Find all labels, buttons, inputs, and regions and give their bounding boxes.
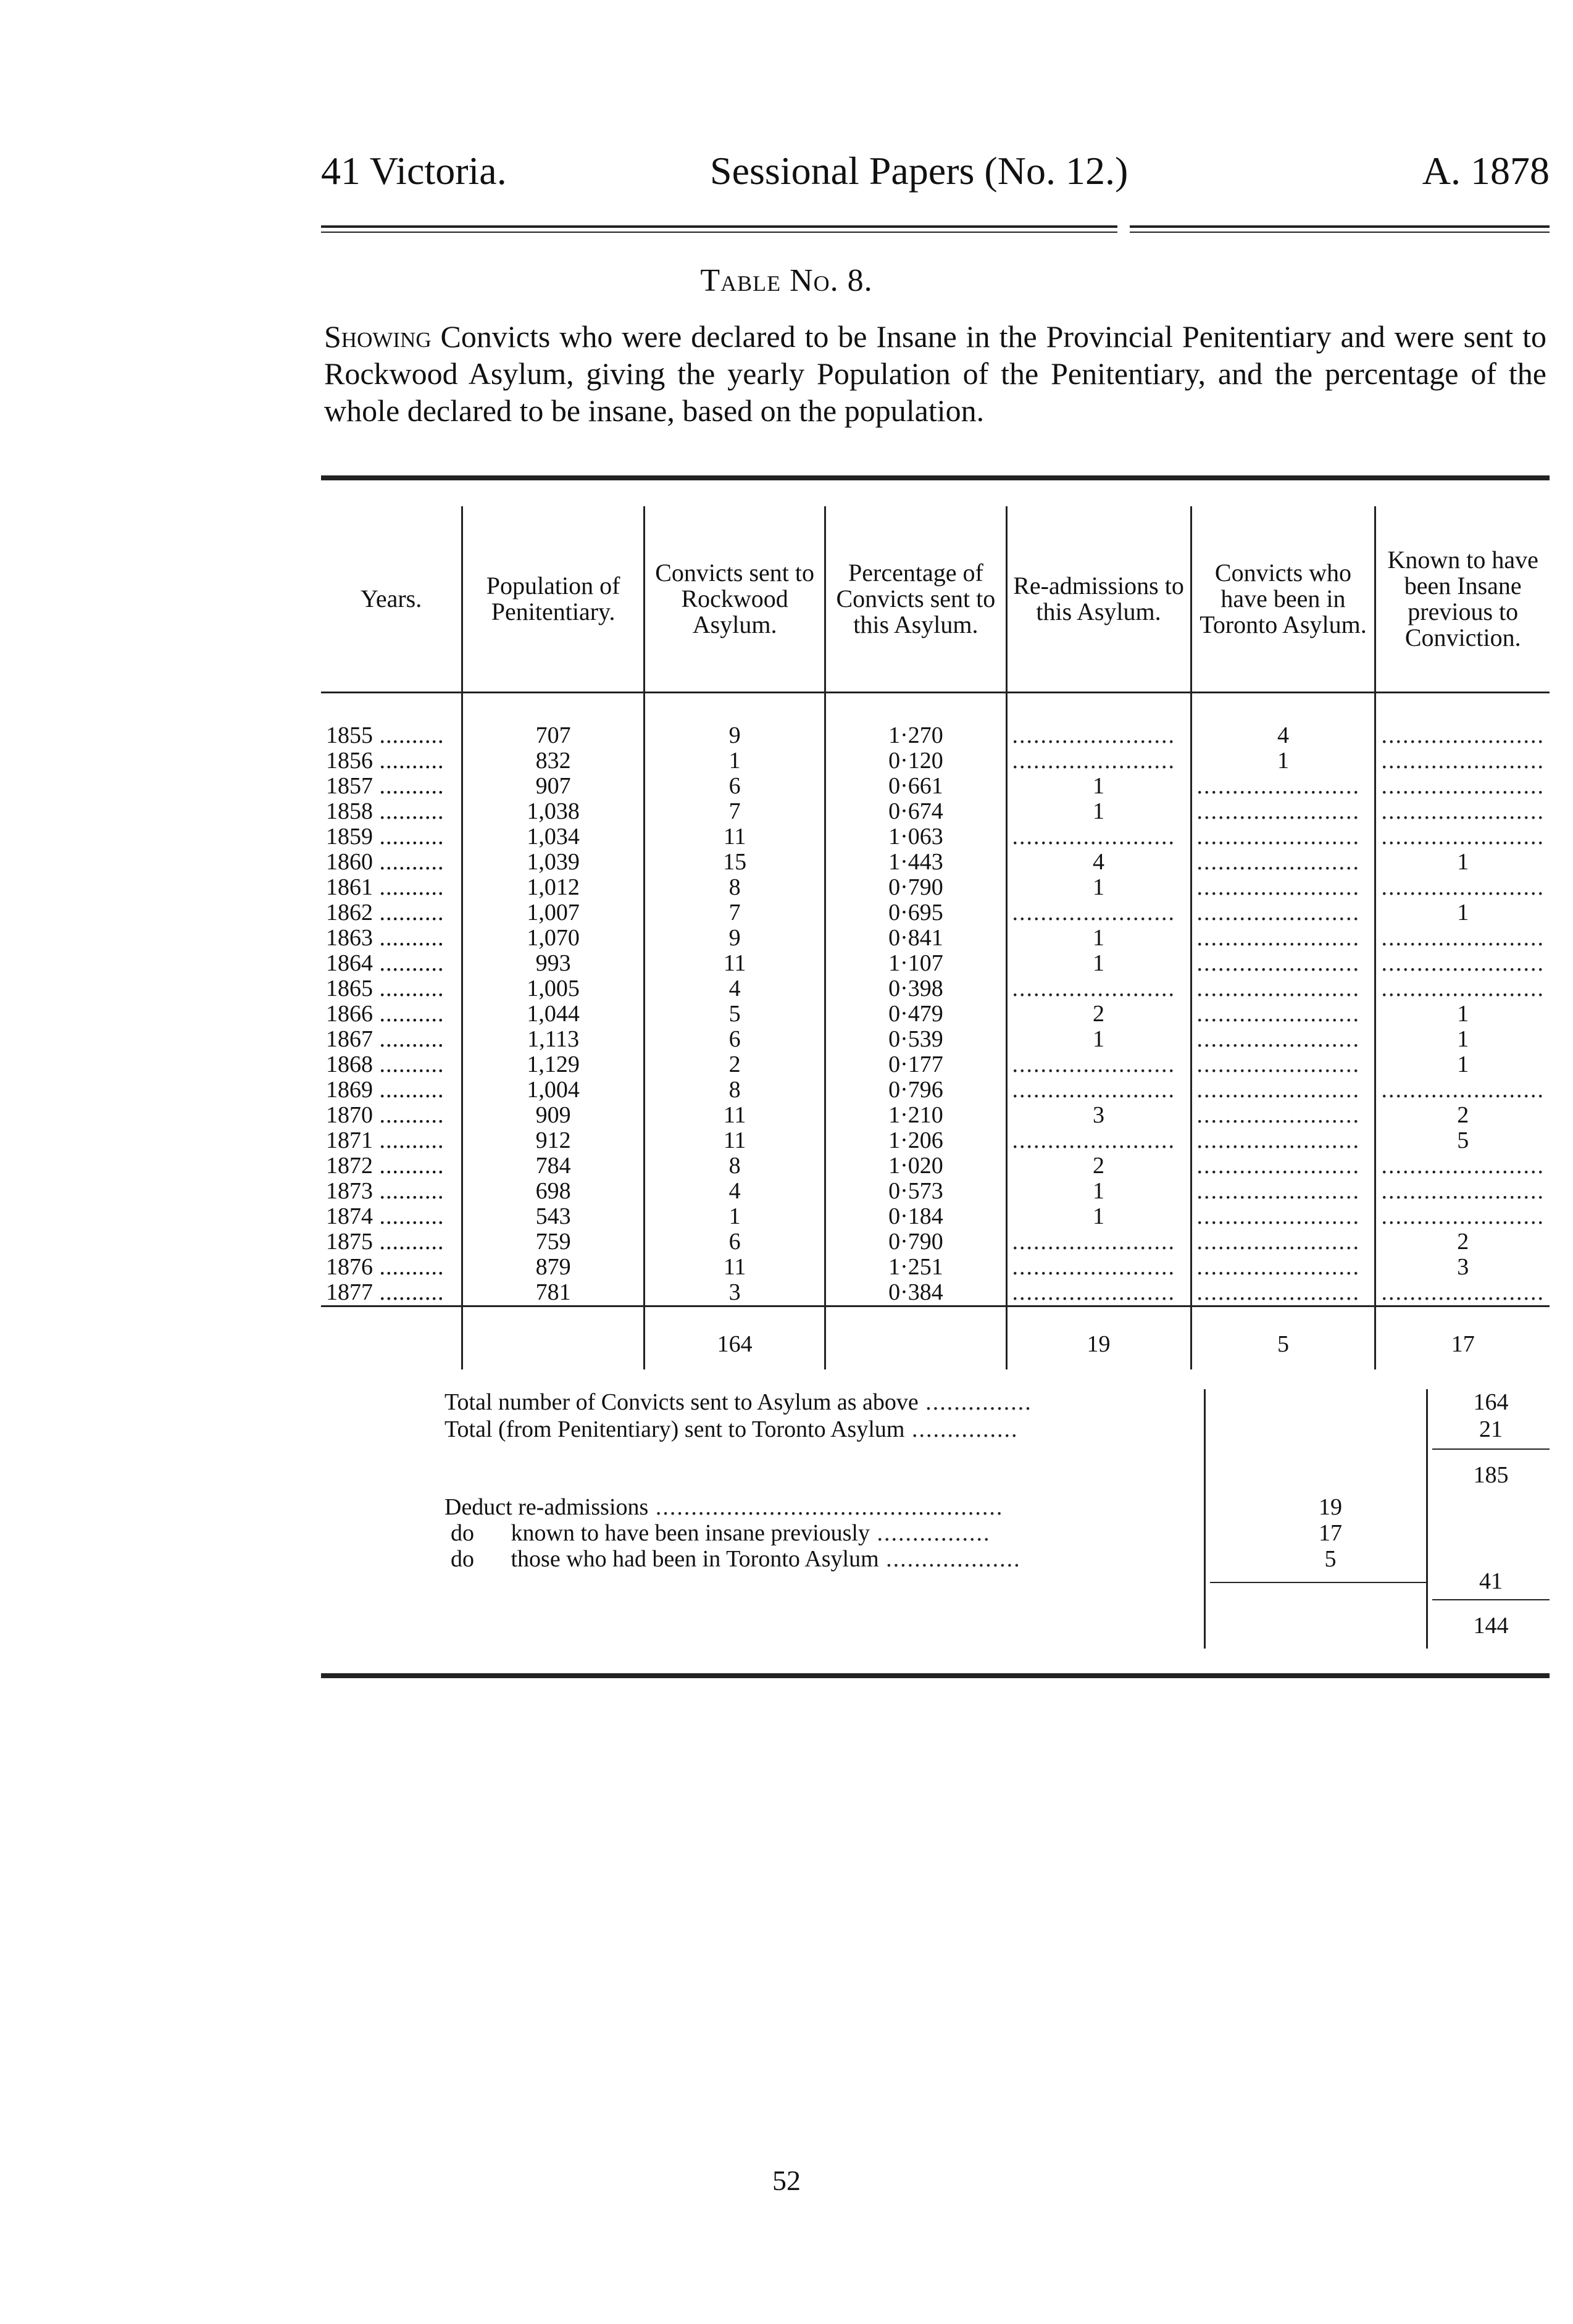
row-percentage: 1·443 — [825, 850, 1006, 875]
row-sent: 4 — [645, 976, 825, 1001]
row-percentage: 0·539 — [825, 1027, 1006, 1052]
row-toronto: ....................... — [1191, 1229, 1375, 1255]
table-top-rule — [321, 475, 1550, 480]
row-percentage: 1·206 — [825, 1128, 1006, 1153]
row-known: 2 — [1375, 1229, 1550, 1255]
row-population: 1,007 — [462, 900, 645, 926]
row-known: ....................... — [1375, 799, 1550, 824]
deduct-line-3: do those who had been in Toronto Asylum ................... — [451, 1546, 1021, 1572]
deduct-line-1-value: 19 — [1319, 1494, 1342, 1520]
totals-spacer — [825, 1306, 1006, 1370]
row-population: 907 — [462, 774, 645, 799]
table-row — [321, 1027, 1550, 1052]
row-percentage: 0·184 — [825, 1204, 1006, 1229]
deduct-rule — [1210, 1582, 1426, 1583]
row-percentage: 0·479 — [825, 1001, 1006, 1027]
row-population: 909 — [462, 1103, 645, 1128]
total-readmissions: 19 — [1006, 1306, 1191, 1370]
row-toronto: ....................... — [1191, 1179, 1375, 1204]
row-readmissions: ....................... — [1006, 1280, 1191, 1306]
row-readmissions: 1 — [1006, 774, 1191, 799]
description-text: Convicts who were declared to be Insane in the Provincial Penitentiary and were sent to Rockwood Asylum, giving the yearly Population of the Penitentiary, and the percentage of the whole declared to be insane, based on the population. — [324, 319, 1546, 428]
row-sent: 9 — [645, 693, 825, 749]
table-row — [321, 976, 1550, 1001]
row-toronto: ....................... — [1191, 1128, 1375, 1153]
row-year: 1877 ..... — [321, 1280, 462, 1306]
summary-line-2: Total (from Penitentiary) sent to Toronto Asylum ............... — [444, 1416, 1019, 1442]
row-percentage: 0·573 — [825, 1179, 1006, 1204]
running-header — [321, 148, 1550, 198]
row-toronto: ....................... — [1191, 1103, 1375, 1128]
row-year: 1875 ..... — [321, 1229, 462, 1255]
row-sent: 11 — [645, 951, 825, 976]
row-sent: 3 — [645, 1280, 825, 1306]
header-rule-right-inner — [1130, 232, 1550, 233]
row-population: 1,113 — [462, 1027, 645, 1052]
header-year: A. 1878 — [1422, 149, 1550, 193]
row-readmissions: ....................... — [1006, 1255, 1191, 1280]
row-known: ....................... — [1375, 1204, 1550, 1229]
header-session: 41 Victoria. — [321, 149, 507, 193]
row-sent: 6 — [645, 774, 825, 799]
row-population: 543 — [462, 1204, 645, 1229]
row-year: 1856 ..... — [321, 748, 462, 774]
table-body — [321, 693, 1550, 1306]
row-sent: 11 — [645, 1255, 825, 1280]
row-sent: 7 — [645, 799, 825, 824]
row-population: 1,039 — [462, 850, 645, 875]
row-toronto: ....................... — [1191, 850, 1375, 875]
row-known: ....................... — [1375, 1077, 1550, 1103]
row-percentage: 0·796 — [825, 1077, 1006, 1103]
table-row — [321, 1229, 1550, 1255]
row-sent: 5 — [645, 1001, 825, 1027]
row-year: 1863 ..... — [321, 926, 462, 951]
table-row — [321, 1153, 1550, 1179]
row-readmissions: ....................... — [1006, 976, 1191, 1001]
row-toronto: ....................... — [1191, 1001, 1375, 1027]
deduct-total: 41 — [1479, 1568, 1503, 1594]
row-percentage: 0·384 — [825, 1280, 1006, 1306]
row-percentage: 1·270 — [825, 693, 1006, 749]
row-percentage: 0·790 — [825, 875, 1006, 900]
row-percentage: 0·674 — [825, 799, 1006, 824]
table-bottom-rule — [321, 1673, 1550, 1678]
table-row — [321, 875, 1550, 900]
row-percentage: 1·210 — [825, 1103, 1006, 1128]
row-known: ....................... — [1375, 951, 1550, 976]
row-population: 1,004 — [462, 1077, 645, 1103]
table-row — [321, 1179, 1550, 1204]
header-rule-right — [1130, 225, 1550, 228]
row-percentage: 1·251 — [825, 1255, 1006, 1280]
table-row — [321, 824, 1550, 850]
total-toronto: 5 — [1191, 1306, 1375, 1370]
row-readmissions: 2 — [1006, 1001, 1191, 1027]
col-readmissions: Re-admissions to this Asylum. — [1006, 506, 1191, 693]
row-toronto: ....................... — [1191, 1280, 1375, 1306]
col-years: Years. — [321, 506, 462, 693]
row-year: 1860 ..... — [321, 850, 462, 875]
row-toronto: ....................... — [1191, 951, 1375, 976]
table-row — [321, 1077, 1550, 1103]
table-row — [321, 951, 1550, 976]
row-population: 781 — [462, 1280, 645, 1306]
row-percentage: 1·020 — [825, 1153, 1006, 1179]
row-percentage: 0·695 — [825, 900, 1006, 926]
row-readmissions: 1 — [1006, 951, 1191, 976]
row-readmissions: ....................... — [1006, 748, 1191, 774]
deduct-line-3-prefix: do — [451, 1546, 474, 1572]
row-known: ....................... — [1375, 824, 1550, 850]
row-readmissions: ....................... — [1006, 1077, 1191, 1103]
row-year: 1855 ..... — [321, 693, 462, 749]
row-year: 1872 ..... — [321, 1153, 462, 1179]
row-known: ....................... — [1375, 774, 1550, 799]
row-toronto: ....................... — [1191, 1153, 1375, 1179]
row-known: 1 — [1375, 1001, 1550, 1027]
row-year: 1857 ..... — [321, 774, 462, 799]
row-sent: 8 — [645, 1153, 825, 1179]
summary-subtotal: 185 — [1473, 1462, 1509, 1488]
summary-line-2-value: 21 — [1479, 1416, 1503, 1442]
table-row — [321, 799, 1550, 824]
table-row — [321, 693, 1550, 749]
row-year: 1865 ..... — [321, 976, 462, 1001]
table-title: Table No. 8. — [700, 263, 873, 298]
table-row — [321, 748, 1550, 774]
col-known: Known to have been Insane previous to Conviction. — [1375, 506, 1550, 693]
row-sent: 4 — [645, 1179, 825, 1204]
description-lead: Showing — [324, 319, 432, 354]
row-sent: 6 — [645, 1027, 825, 1052]
table-row — [321, 926, 1550, 951]
deduct-line-3-value: 5 — [1324, 1546, 1337, 1572]
row-year: 1876 ..... — [321, 1255, 462, 1280]
deduct-line-2-prefix: do — [451, 1520, 474, 1546]
row-percentage: 0·398 — [825, 976, 1006, 1001]
summary-final: 144 — [1473, 1613, 1509, 1639]
row-toronto: 1 — [1191, 748, 1375, 774]
row-population: 1,034 — [462, 824, 645, 850]
col-toronto: Convicts who have been in Toronto Asylum. — [1191, 506, 1375, 693]
table-row — [321, 1255, 1550, 1280]
row-sent: 8 — [645, 875, 825, 900]
subtotal-rule — [1432, 1448, 1550, 1450]
totals-spacer — [462, 1306, 645, 1370]
row-sent: 1 — [645, 1204, 825, 1229]
row-readmissions: 1 — [1006, 926, 1191, 951]
table-row — [321, 1204, 1550, 1229]
row-sent: 1 — [645, 748, 825, 774]
row-toronto: ....................... — [1191, 1077, 1375, 1103]
row-year: 1858 ..... — [321, 799, 462, 824]
row-readmissions: ....................... — [1006, 693, 1191, 749]
row-year: 1862 ..... — [321, 900, 462, 926]
row-population: 1,012 — [462, 875, 645, 900]
deduct-line-2: do known to have been insane previously ................ — [451, 1520, 991, 1546]
row-year: 1874 ..... — [321, 1204, 462, 1229]
deduct-line-1: Deduct re-admissions ................................................. — [444, 1494, 1004, 1520]
row-sent: 8 — [645, 1077, 825, 1103]
row-population: 707 — [462, 693, 645, 749]
row-toronto: ....................... — [1191, 1204, 1375, 1229]
row-known: 3 — [1375, 1255, 1550, 1280]
summary-divider-2 — [1426, 1389, 1428, 1649]
row-readmissions: 1 — [1006, 1204, 1191, 1229]
header-rule-left — [321, 225, 1117, 228]
row-year: 1864 ..... — [321, 951, 462, 976]
row-known: ....................... — [1375, 748, 1550, 774]
row-readmissions: ....................... — [1006, 1128, 1191, 1153]
table-row — [321, 774, 1550, 799]
row-known: 1 — [1375, 850, 1550, 875]
deduct-line-2-label: known to have been insane previously — [511, 1520, 870, 1546]
row-toronto: 4 — [1191, 693, 1375, 749]
table-description — [324, 318, 1546, 429]
row-sent: 9 — [645, 926, 825, 951]
table-row — [321, 1001, 1550, 1027]
summary-line-1-label: Total number of Convicts sent to Asylum as above — [444, 1389, 919, 1415]
table-header-row — [321, 506, 1550, 693]
row-sent: 11 — [645, 824, 825, 850]
table-row — [321, 1052, 1550, 1077]
row-readmissions: 2 — [1006, 1153, 1191, 1179]
row-readmissions: 4 — [1006, 850, 1191, 875]
row-percentage: 0·661 — [825, 774, 1006, 799]
deduct-line-3-label: those who had been in Toronto Asylum — [511, 1546, 879, 1572]
row-population: 912 — [462, 1128, 645, 1153]
row-readmissions: ....................... — [1006, 1052, 1191, 1077]
row-known: ....................... — [1375, 1179, 1550, 1204]
summary-line-1: Total number of Convicts sent to Asylum as above ............... — [444, 1389, 1032, 1415]
table-row — [321, 850, 1550, 875]
totals-spacer — [321, 1306, 462, 1370]
row-known: ....................... — [1375, 1280, 1550, 1306]
row-percentage: 0·120 — [825, 748, 1006, 774]
row-toronto: ....................... — [1191, 1027, 1375, 1052]
row-readmissions: 1 — [1006, 799, 1191, 824]
row-year: 1861 ..... — [321, 875, 462, 900]
row-population: 993 — [462, 951, 645, 976]
row-year: 1867 ..... — [321, 1027, 462, 1052]
row-readmissions: ....................... — [1006, 900, 1191, 926]
row-population: 1,129 — [462, 1052, 645, 1077]
row-toronto: ....................... — [1191, 1255, 1375, 1280]
col-percentage: Percentage of Convicts sent to this Asylum. — [825, 506, 1006, 693]
row-known: ....................... — [1375, 875, 1550, 900]
deduct-line-2-value: 17 — [1319, 1520, 1342, 1546]
row-known: 1 — [1375, 1052, 1550, 1077]
header-rule-left-inner — [321, 232, 1117, 233]
row-known: 1 — [1375, 1027, 1550, 1052]
row-year: 1868 ..... — [321, 1052, 462, 1077]
row-readmissions: 3 — [1006, 1103, 1191, 1128]
row-population: 1,038 — [462, 799, 645, 824]
deduct-heading: Deduct re-admissions — [444, 1494, 649, 1520]
row-population: 1,044 — [462, 1001, 645, 1027]
row-percentage: 1·063 — [825, 824, 1006, 850]
row-toronto: ....................... — [1191, 1052, 1375, 1077]
row-sent: 7 — [645, 900, 825, 926]
table-row — [321, 1103, 1550, 1128]
table-row — [321, 1128, 1550, 1153]
row-toronto: ....................... — [1191, 799, 1375, 824]
row-known: 2 — [1375, 1103, 1550, 1128]
row-population: 832 — [462, 748, 645, 774]
row-toronto: ....................... — [1191, 900, 1375, 926]
row-known: 5 — [1375, 1128, 1550, 1153]
row-sent: 2 — [645, 1052, 825, 1077]
total-known: 17 — [1375, 1306, 1550, 1370]
summary-divider-1 — [1204, 1389, 1206, 1649]
table-row — [321, 1280, 1550, 1306]
convicts-table — [321, 506, 1550, 1369]
row-population: 1,070 — [462, 926, 645, 951]
row-population: 879 — [462, 1255, 645, 1280]
summary-line-1-value: 164 — [1473, 1389, 1509, 1415]
row-toronto: ....................... — [1191, 926, 1375, 951]
row-sent: 15 — [645, 850, 825, 875]
totals-row — [321, 1306, 1550, 1370]
row-year: 1866 ..... — [321, 1001, 462, 1027]
row-known: 1 — [1375, 900, 1550, 926]
row-percentage: 1·107 — [825, 951, 1006, 976]
row-readmissions: ....................... — [1006, 1229, 1191, 1255]
row-year: 1869 ..... — [321, 1077, 462, 1103]
row-known: ....................... — [1375, 926, 1550, 951]
row-percentage: 0·841 — [825, 926, 1006, 951]
row-year: 1873 ..... — [321, 1179, 462, 1204]
table-row — [321, 900, 1550, 926]
row-readmissions: 1 — [1006, 1027, 1191, 1052]
row-sent: 11 — [645, 1103, 825, 1128]
row-toronto: ....................... — [1191, 976, 1375, 1001]
row-readmissions: 1 — [1006, 875, 1191, 900]
total-sent: 164 — [645, 1306, 825, 1370]
row-year: 1870 ..... — [321, 1103, 462, 1128]
row-population: 698 — [462, 1179, 645, 1204]
row-toronto: ....................... — [1191, 824, 1375, 850]
row-year: 1859 ..... — [321, 824, 462, 850]
row-percentage: 0·177 — [825, 1052, 1006, 1077]
row-sent: 6 — [645, 1229, 825, 1255]
row-toronto: ....................... — [1191, 774, 1375, 799]
col-sent: Convicts sent to Rockwood Asylum. — [645, 506, 825, 693]
row-toronto: ....................... — [1191, 875, 1375, 900]
row-year: 1871 ..... — [321, 1128, 462, 1153]
row-population: 1,005 — [462, 976, 645, 1001]
summary-line-2-label: Total (from Penitentiary) sent to Toronto Asylum — [444, 1416, 905, 1442]
row-percentage: 0·790 — [825, 1229, 1006, 1255]
row-population: 759 — [462, 1229, 645, 1255]
row-known: ....................... — [1375, 1153, 1550, 1179]
row-readmissions: ....................... — [1006, 824, 1191, 850]
page-number: 52 — [772, 2165, 801, 2196]
row-readmissions: 1 — [1006, 1179, 1191, 1204]
final-rule — [1432, 1599, 1550, 1600]
row-known: ....................... — [1375, 976, 1550, 1001]
row-population: 784 — [462, 1153, 645, 1179]
row-known: ....................... — [1375, 693, 1550, 749]
row-sent: 11 — [645, 1128, 825, 1153]
header-title: Sessional Papers (No. 12.) — [710, 149, 1129, 193]
col-population: Population of Penitentiary. — [462, 506, 645, 693]
